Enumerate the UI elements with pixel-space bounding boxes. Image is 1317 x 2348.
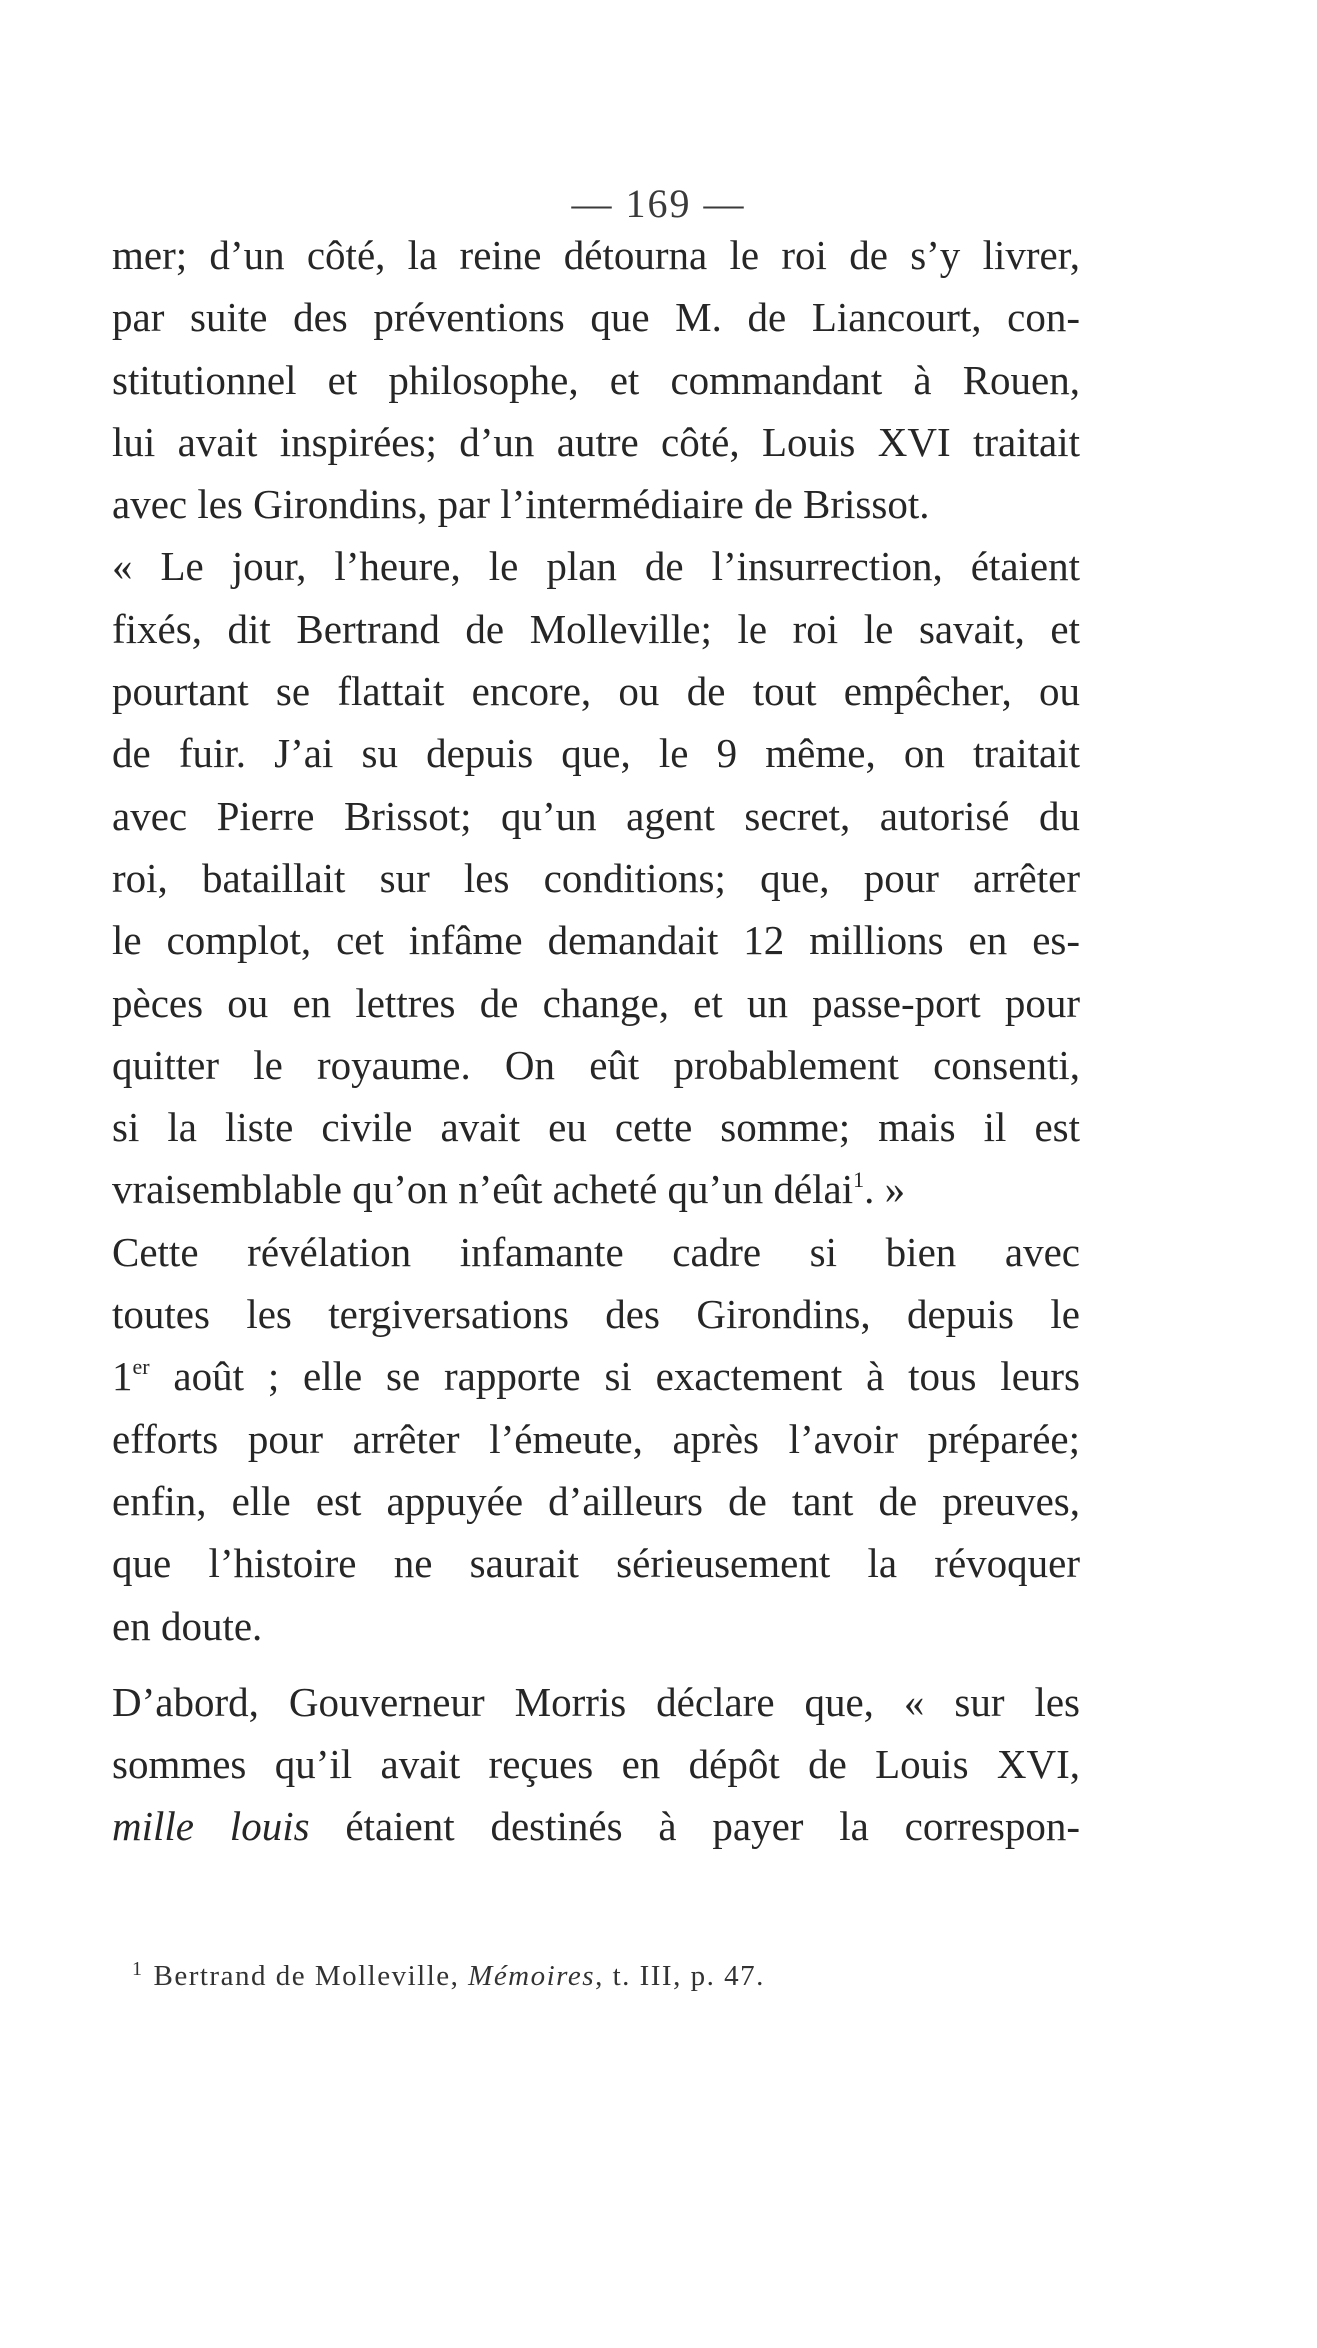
text-line: sommes qu’il avait reçues en dépôt de Louis XVI, [112, 1741, 1080, 1788]
text-line: roi, bataillait sur les conditions; que, pour arrêter [112, 854, 1080, 901]
text-line: avec Pierre Brissot; qu’un agent secret, autorisé du [112, 792, 1080, 839]
text-line [112, 1795, 1080, 1857]
text-line: quitter le royaume. On eût probablement consenti, [112, 1041, 1080, 1088]
footnote [132, 1958, 1032, 1993]
footnote-text: , t. III, p. 47. [595, 1960, 765, 1992]
footnote-title: Mémoires [468, 1960, 596, 1992]
text-line: D’abord, Gouverneur Morris déclare que, « sur les [112, 1678, 1080, 1725]
footnote-text: Bertrand de Molleville, [153, 1960, 469, 1992]
italic-phrase: mille louis [112, 1803, 310, 1850]
text-line: de fuir. J’ai su depuis que, le 9 même, on traitait [112, 730, 1080, 777]
body-text [112, 224, 1080, 1858]
text-line [112, 1345, 1080, 1407]
text-line: efforts pour arrêter l’émeute, après l’avoir préparée; [112, 1415, 1080, 1462]
text-line: en doute. [112, 1602, 263, 1649]
text-line: lui avait inspirées; d’un autre côté, Louis XVI traitait [112, 418, 1080, 465]
text-fragment: vraisemblable qu’on n’eût acheté qu’un délai [112, 1166, 854, 1213]
text-fragment: . » [864, 1166, 906, 1213]
text-line: Cette révélation infamante cadre si bien avec [112, 1228, 1080, 1275]
footnote-number: 1 [132, 1958, 144, 1980]
text-line: que l’histoire ne saurait sérieusement la révoquer [112, 1540, 1080, 1587]
page-number: — 169 — [571, 181, 746, 226]
text-line: pourtant se flattait encore, ou de tout empêcher, ou [112, 668, 1080, 715]
ordinal-suffix: er [132, 1354, 150, 1380]
text-fragment: 1 [112, 1353, 133, 1400]
text-line: enfin, elle est appuyée d’ailleurs de tant de preuves, [112, 1477, 1080, 1524]
text-line: fixés, dit Bertrand de Molleville; le roi le savait, et [112, 605, 1080, 652]
text-fragment: étaient destinés à payer la correspon- [345, 1803, 1080, 1850]
text-line: mer; d’un côté, la reine détourna le roi de s’y livrer, [112, 232, 1080, 278]
text-fragment: août ; elle se rapporte si exactement à tous leurs [149, 1353, 1080, 1400]
text-line: si la liste civile avait eu cette somme; mais il est [112, 1104, 1080, 1151]
text-line [112, 1158, 1080, 1220]
text-line: avec les Girondins, par l’intermédiaire de Brissot. [112, 481, 930, 528]
text-line: le complot, cet infâme demandait 12 millions en es- [112, 917, 1080, 964]
text-line: par suite des préventions que M. de Liancourt, con- [112, 294, 1080, 341]
text-line: stitutionnel et philosophe, et commandant à Rouen, [112, 356, 1080, 403]
text-line: pèces ou en lettres de change, et un passe-port pour [112, 979, 1080, 1026]
text-line: « Le jour, l’heure, le plan de l’insurrection, étaient [112, 543, 1080, 590]
text-line: toutes les tergiversations des Girondins, depuis le [112, 1291, 1080, 1338]
footnote-reference: 1 [853, 1167, 865, 1193]
